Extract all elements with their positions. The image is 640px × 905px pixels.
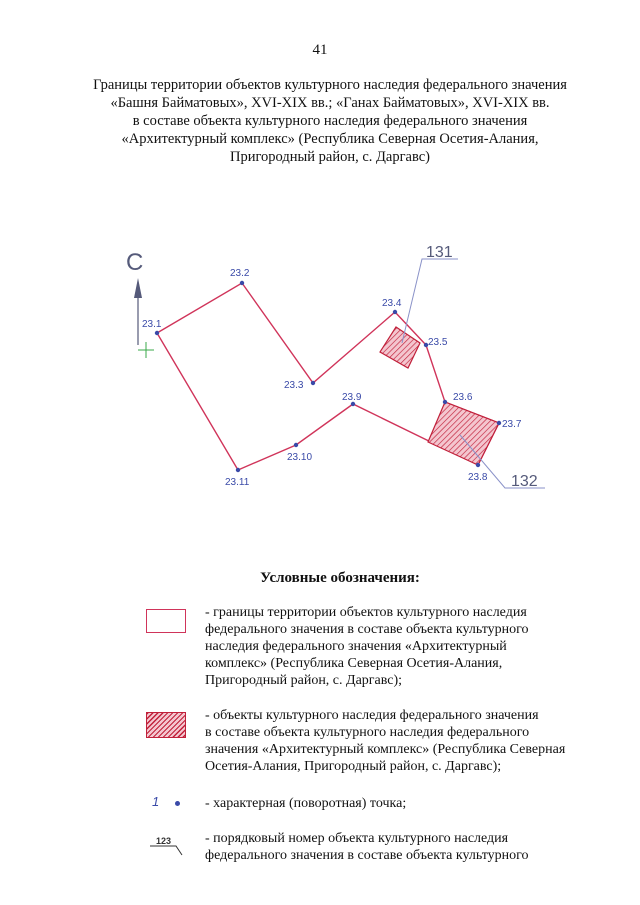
point-label: 23.5 — [428, 337, 448, 348]
point-label: 23.11 — [225, 477, 250, 488]
title-line: «Архитектурный комплекс» (Республика Северная Осетия-Алания, — [121, 131, 539, 147]
point-23-4 — [393, 310, 397, 314]
legend-line: наследия федерального значения «Архитектурный — [205, 639, 507, 654]
object-number-131: 131 — [426, 244, 453, 261]
point-23-3 — [311, 381, 315, 385]
legend-line: Осетия-Алания, Пригородный район, с. Даргавс); — [205, 759, 502, 774]
point-label: 23.2 — [230, 268, 250, 279]
legend-line: - границы территории объектов культурного наследия — [205, 605, 527, 620]
legend-item-point — [205, 795, 625, 812]
title-line: «Башня Байматовых», XVI-XIX вв.; «Ганах Байматовых», XVI-XIX вв. — [110, 95, 550, 111]
legend-line: федерального значения в составе объекта культурного — [205, 622, 529, 637]
legend-line: - порядковый номер объекта культурного наследия — [205, 831, 509, 846]
legend-line: комплекс» (Республика Северная Осетия-Алания, — [205, 656, 503, 671]
object-number-legend-symbol — [148, 834, 188, 860]
page-number: 41 — [312, 42, 328, 58]
point-23-1 — [155, 331, 159, 335]
point-label: 23.3 — [284, 380, 304, 391]
legend-line: в составе объекта культурного наследия федерального — [205, 725, 530, 740]
point-23-10 — [294, 443, 298, 447]
point-label: 23.1 — [142, 319, 162, 330]
point-label: 23.9 — [342, 392, 362, 403]
legend-line: значения «Архитектурный комплекс» (Республика Северная — [205, 742, 566, 757]
crosshair-icon — [138, 342, 154, 358]
legend-line: - характерная (поворотная) точка; — [205, 796, 407, 811]
boundary-legend-symbol — [146, 609, 186, 633]
legend-item-heritage-object — [205, 707, 625, 775]
leader-line-131 — [402, 259, 458, 343]
point-number-symbol: 1 — [152, 794, 160, 809]
point-23-6 — [443, 400, 447, 404]
legend-line: федерального значения в составе объекта культурного — [205, 848, 529, 863]
legend-item-boundary — [205, 604, 625, 689]
object-number-sample: 123 — [156, 836, 172, 846]
object-number-132: 132 — [511, 473, 538, 490]
point-label: 23.7 — [502, 419, 522, 430]
point-23-11 — [236, 468, 240, 472]
point-23-8 — [476, 463, 480, 467]
point-label: 23.10 — [287, 452, 313, 463]
title-line: Пригородный район, с. Даргавс) — [229, 149, 431, 165]
heritage-object-132 — [428, 402, 499, 465]
title-line: Границы территории объектов культурного наследия федерального значения — [93, 77, 567, 93]
heritage-object-legend-symbol — [146, 712, 186, 738]
point-label: 23.4 — [382, 298, 402, 309]
north-label: С — [126, 249, 144, 276]
legend-item-object-number — [205, 830, 625, 864]
point-label: 23.8 — [468, 472, 488, 483]
legend-line: Пригородный район, с. Даргавс); — [205, 673, 403, 688]
title-line: в составе объекта культурного наследия федерального значения — [132, 113, 528, 129]
legend-line: - объекты культурного наследия федерального значения — [205, 708, 539, 723]
legend-title: Условные обозначения: — [260, 570, 420, 586]
leader-arrow-icon — [150, 846, 182, 855]
point-label: 23.6 — [453, 392, 473, 403]
point-dot-icon — [175, 801, 180, 806]
point-23-2 — [240, 281, 244, 285]
north-arrowhead-icon — [134, 278, 142, 298]
point-23-7 — [497, 421, 501, 425]
